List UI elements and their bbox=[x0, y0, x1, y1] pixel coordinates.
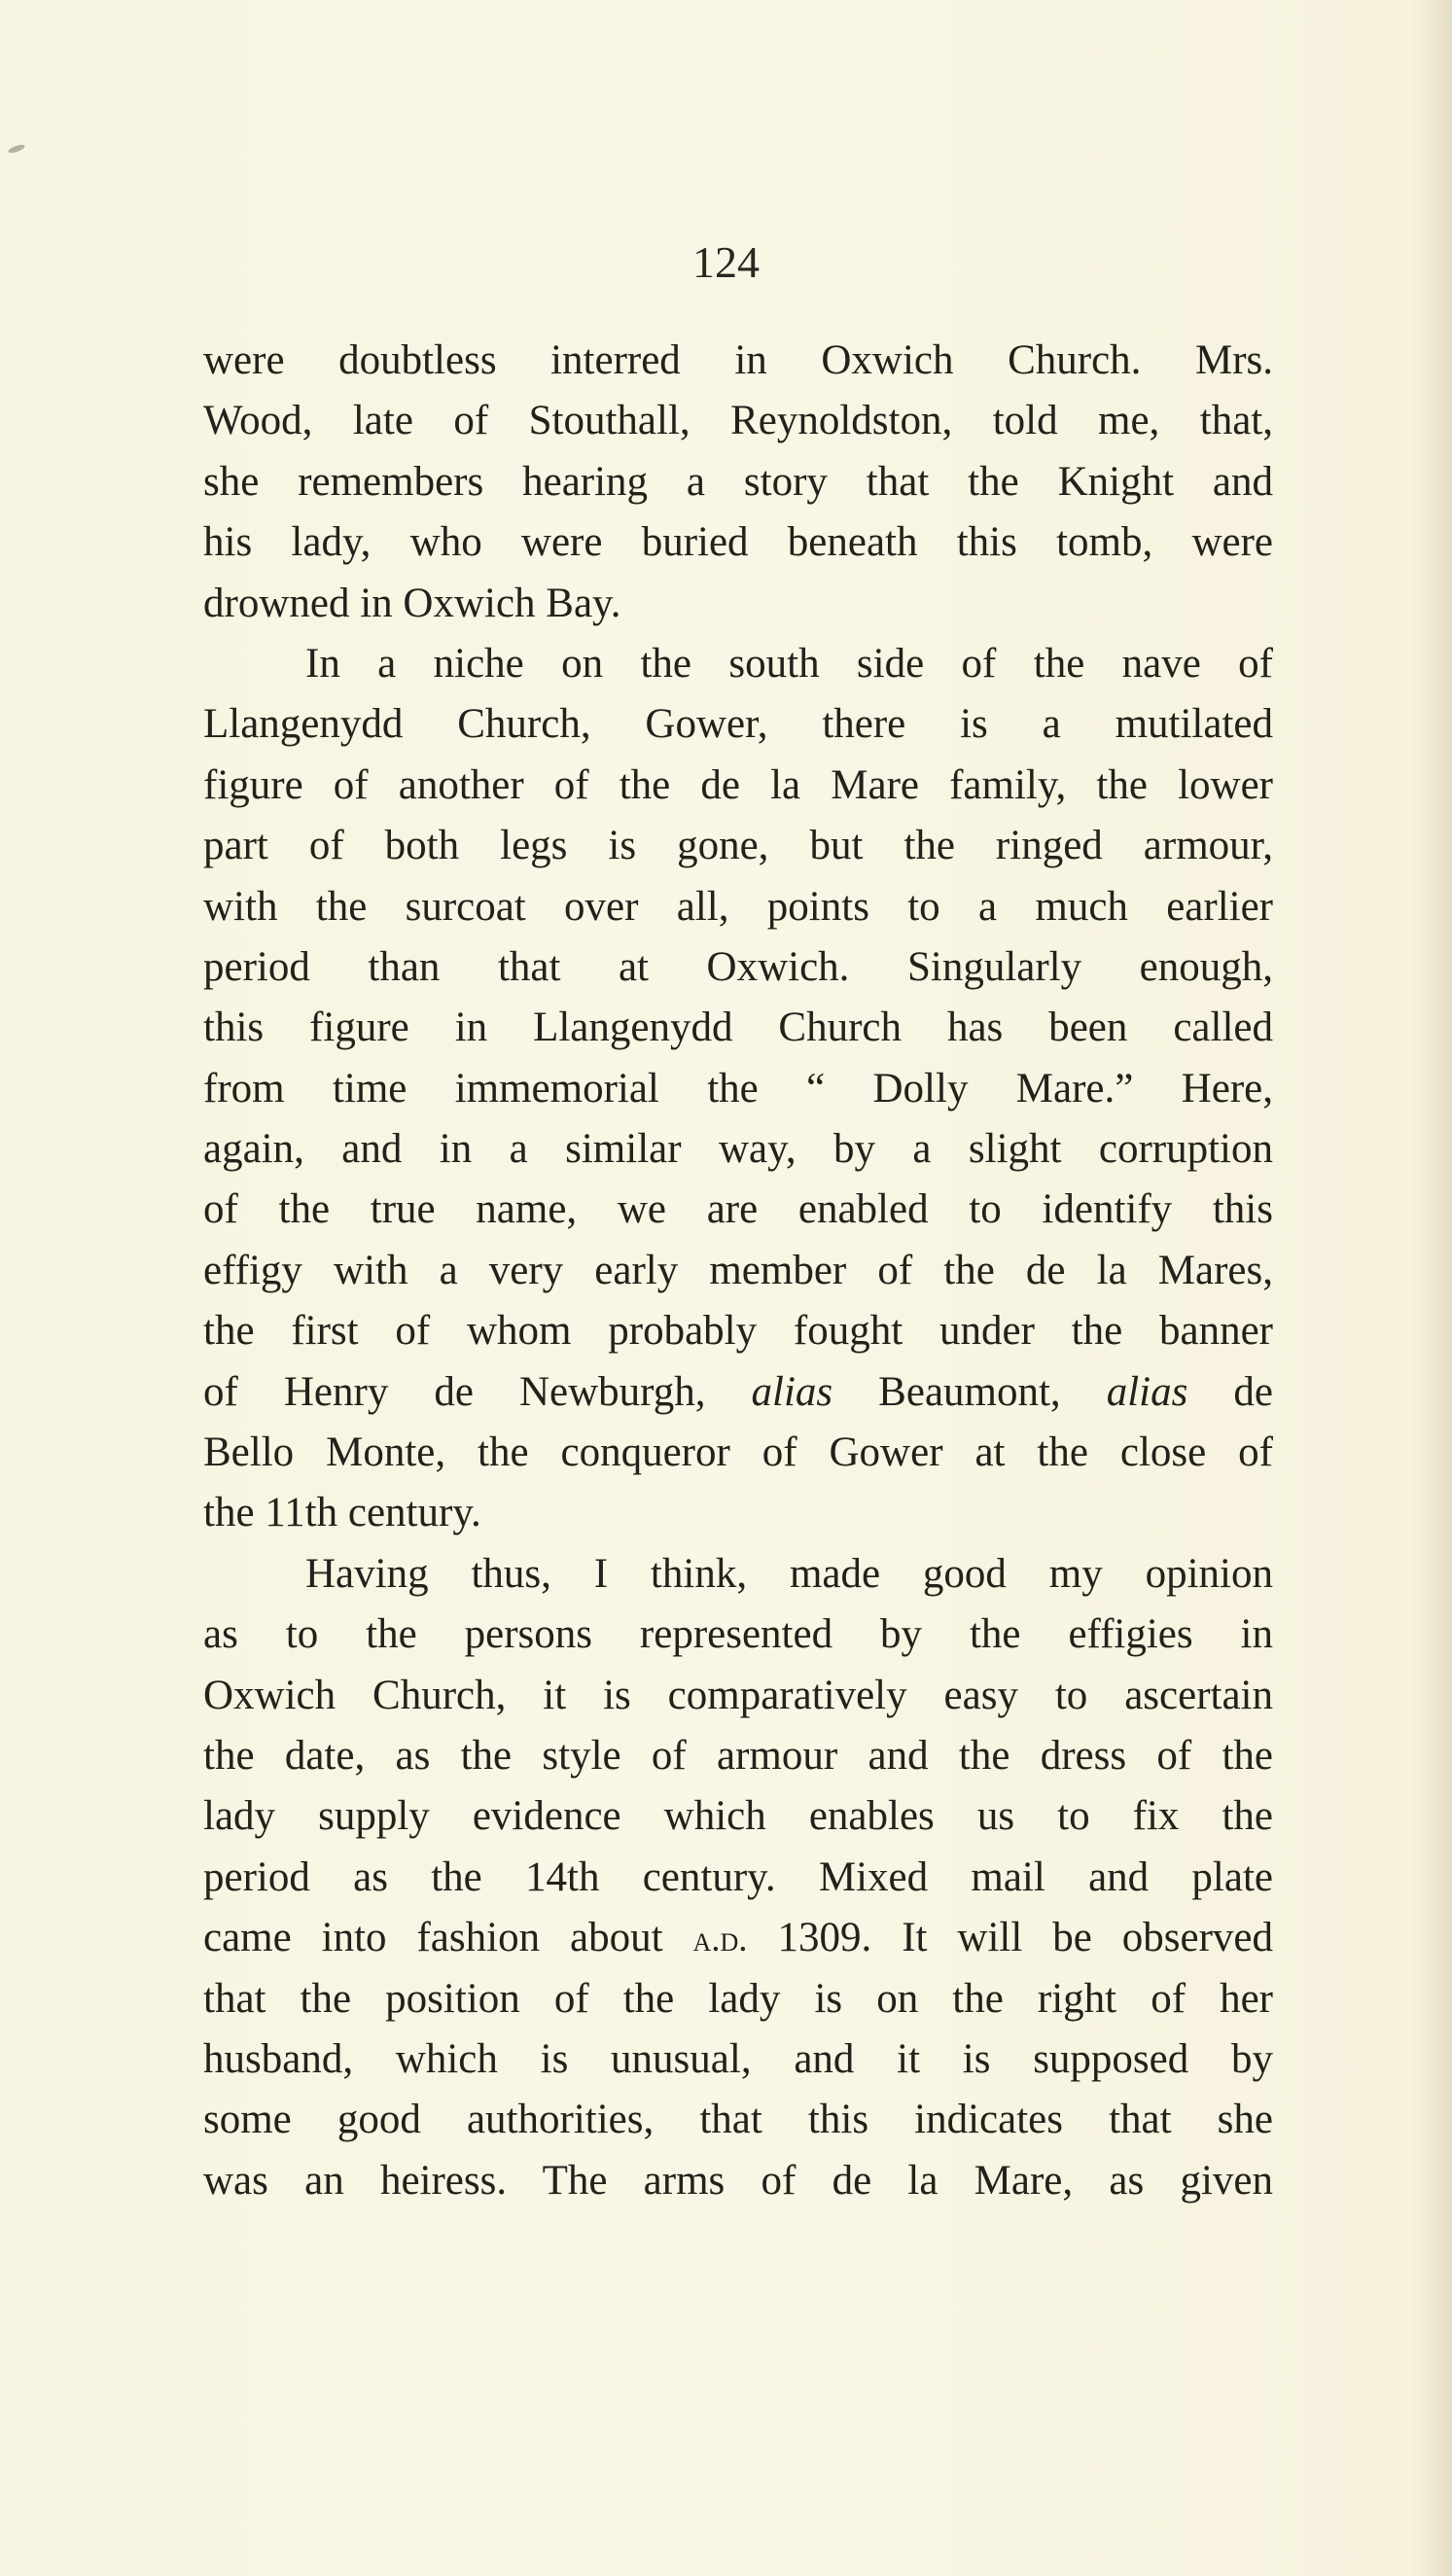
text-segment: came into fashion about bbox=[203, 1915, 693, 1961]
text-segment: 1309. It will be observed bbox=[747, 1915, 1273, 1961]
text-line: the 11th century. bbox=[203, 1490, 481, 1536]
italic-word: alias bbox=[751, 1368, 833, 1415]
text-line: lady supply evidence which enables us to fix the bbox=[203, 1793, 1273, 1840]
text-line: effigy with a very early member of the de la Mares, bbox=[203, 1247, 1273, 1293]
small-caps-abbrev: a.d. bbox=[692, 1920, 748, 1960]
text-line: again, and in a similar way, by a slight corruption bbox=[203, 1126, 1273, 1173]
text-line: the date, as the style of armour and the dress of the bbox=[203, 1732, 1273, 1779]
text-line: Bello Monte, the conqueror of Gower at the close of bbox=[203, 1429, 1273, 1476]
body-text bbox=[203, 331, 1273, 2211]
text-segment: Beaumont, bbox=[832, 1368, 1107, 1415]
text-line: she remembers hearing a story that the Knight and bbox=[203, 458, 1273, 505]
text-line: some good authorities, that this indicates that she bbox=[203, 2097, 1273, 2143]
text-line: drowned in Oxwich Bay. bbox=[203, 580, 621, 626]
text-line: Having thus, I think, made good my opinion bbox=[305, 1550, 1273, 1597]
text-line: husband, which is unusual, and it is supposed by bbox=[203, 2035, 1273, 2082]
italic-word: alias bbox=[1106, 1368, 1188, 1415]
text-line: In a niche on the south side of the nave of bbox=[305, 640, 1273, 687]
text-line: were doubtless interred in Oxwich Church. Mrs. bbox=[203, 337, 1273, 383]
text-line: period as the 14th century. Mixed mail and plate bbox=[203, 1853, 1273, 1900]
text-line: Llangenydd Church, Gower, there is a mutilated bbox=[203, 701, 1273, 748]
text-line: figure of another of the de la Mare family, the lower bbox=[203, 761, 1273, 808]
text-line: his lady, who were buried beneath this tomb, were bbox=[203, 519, 1273, 566]
text-line: the first of whom probably fought under the banner bbox=[203, 1308, 1273, 1355]
text-line bbox=[203, 1362, 1273, 1423]
text-line bbox=[203, 1908, 1273, 1968]
text-line: as to the persons represented by the effigies in bbox=[203, 1611, 1273, 1658]
text-line: period than that at Oxwich. Singularly enough, bbox=[203, 943, 1273, 990]
ink-smudge bbox=[8, 143, 26, 155]
text-segment: de bbox=[1187, 1368, 1273, 1415]
text-line: of the true name, we are enabled to identify this bbox=[203, 1186, 1273, 1233]
text-line: this figure in Llangenydd Church has been called bbox=[203, 1005, 1273, 1051]
text-line: was an heiress. The arms of de la Mare, as given bbox=[203, 2157, 1273, 2204]
text-segment: of Henry de Newburgh, bbox=[203, 1368, 752, 1415]
text-line: Oxwich Church, it is comparatively easy to ascertain bbox=[203, 1672, 1273, 1718]
text-line: part of both legs is gone, but the ringed armour, bbox=[203, 823, 1273, 869]
text-line: with the surcoat over all, points to a much earlier bbox=[203, 883, 1273, 930]
text-line: that the position of the lady is on the right of her bbox=[203, 1975, 1273, 2022]
page-edge-shadow bbox=[1423, 0, 1452, 2576]
page-number: 124 bbox=[692, 237, 760, 287]
text-line: Wood, late of Stouthall, Reynoldston, told me, that, bbox=[203, 398, 1273, 444]
text-line: from time immemorial the “ Dolly Mare.” Here, bbox=[203, 1065, 1273, 1112]
